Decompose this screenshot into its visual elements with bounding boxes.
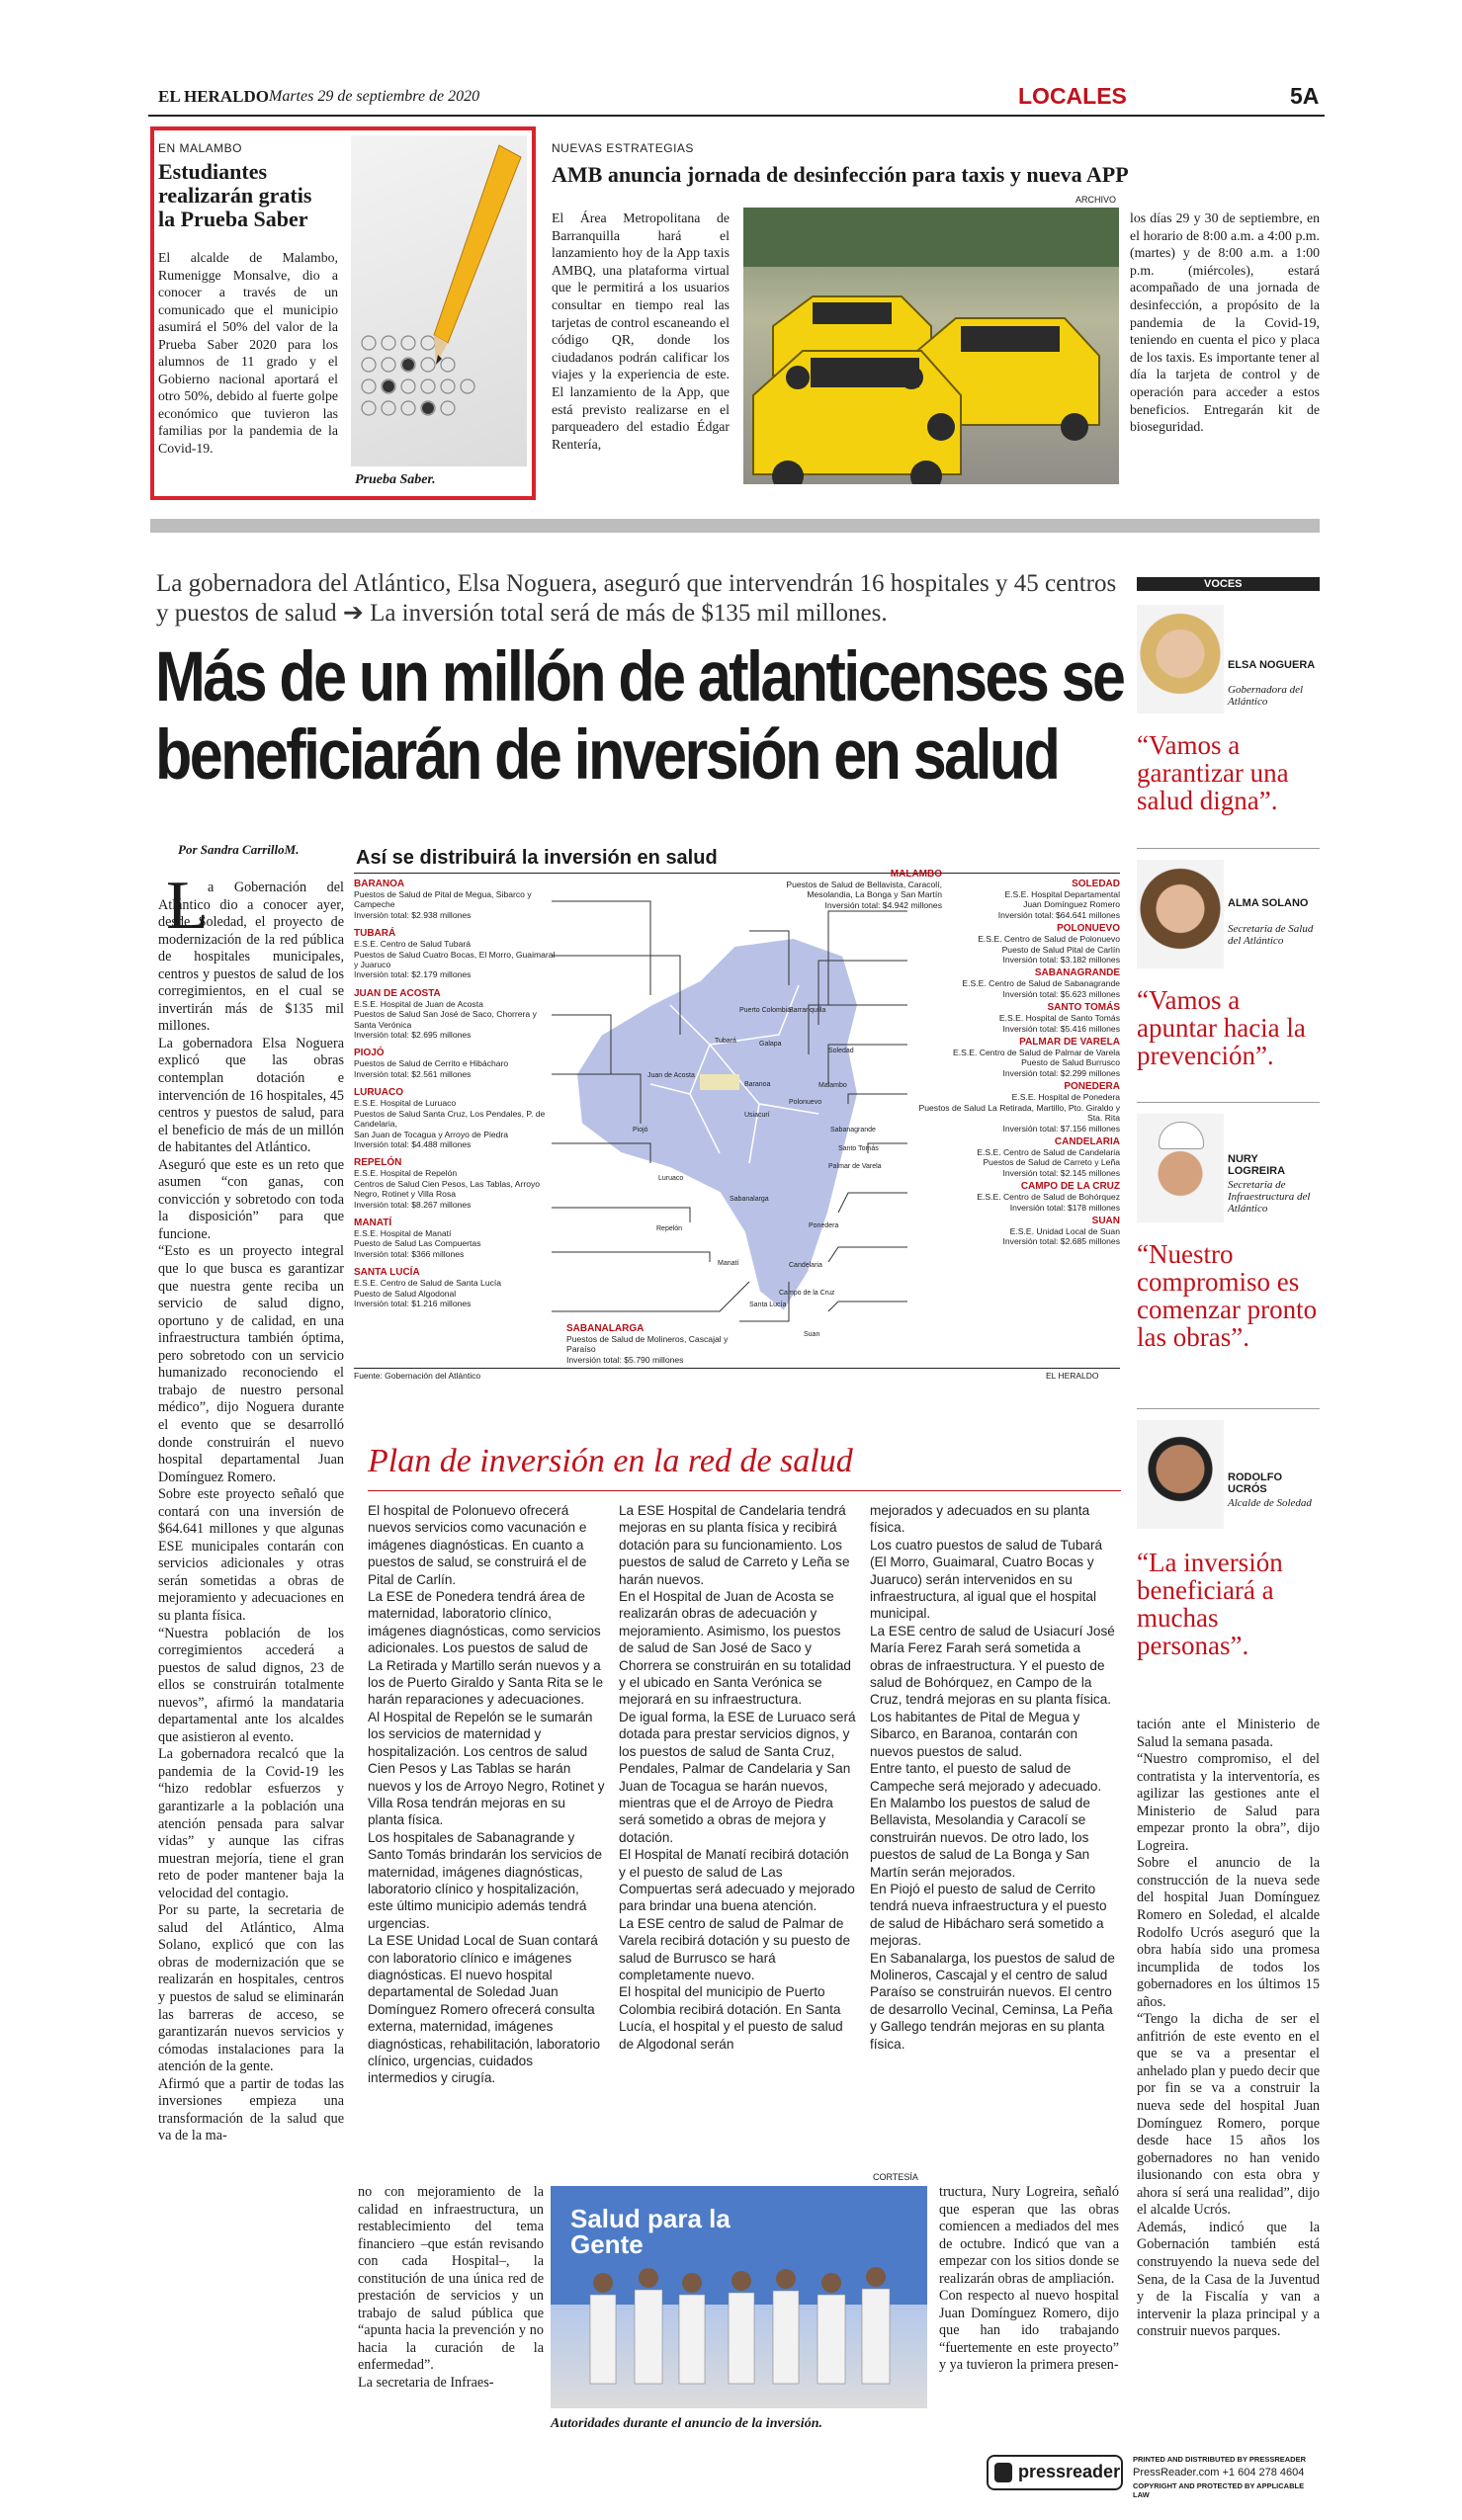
plan-title-rule — [368, 1490, 1121, 1491]
town-detail: E.S.E. Hospital de Repelón Centros de Salud Cien Pesos, Las Tablas, Arroyo Negro, Rotinet y Villa Rosa Inversión total: $8.267 millones — [354, 1168, 541, 1210]
map-town: Repelón — [656, 1225, 683, 1232]
voz-name: NURY LOGREIRA — [1228, 1153, 1286, 1177]
map-town: Polonuevo — [789, 1099, 822, 1106]
map-bottom-rule — [354, 1368, 1120, 1369]
amb-title: AMB anuncia jornada de desinfección para taxis y nueva APP — [552, 162, 1129, 187]
voz-name: RODOLFO UCRÓS — [1228, 1471, 1282, 1495]
voz-role: Secretaria de Infraestructura del Atlántico — [1228, 1179, 1311, 1215]
town-name: SUAN — [1091, 1215, 1120, 1226]
event-banner-text: Salud para la Gente — [570, 2204, 731, 2259]
main-deck: La gobernadora del Atlántico, Elsa Noguera, aseguró que intervendrán 16 hospitales y 45 centros y puestos de salud ➔ La inversión total será de más de $135 mil millones. — [156, 570, 1117, 627]
town-detail: E.S.E. Hospital de Ponedera Puestos de Salud La Retirada, Martillo, Pto. Giraldo y Sta. Rita Inversión total: $7.156 millones — [918, 1092, 1120, 1134]
town-name: SABANAGRANDE — [1034, 967, 1120, 979]
plan-col2: La ESE Hospital de Candelaria tendrá mejoras en su planta física y recibirá dotación para su funcionamiento. Los puestos de salud de Carreto y Leña se harán nuevos. En el Hospital de Juan de Acosta se realizarán obras de adecuación y mejoramiento. Asimismo, los puestos de salud de San José de Saco y Chorrera se construirán en su totalidad y el ubicado en Santa Verónica se mejorará en su infraestructura. De igual forma, la ESE de Luruaco será dotada para prestar servicios dignos, y los puestos de salud de Santa Cruz, Pendales, Palmar de Candelaria y San Juan de Tocagua se harán nuevos, mientras que el de Arroyo de Piedra será sometido a obras de mejora y dotación. El Hospital de Manatí recibirá dotación y el puesto de salud de Las Compuertas será adecuado y mejorado para brindar una buena atención. La ESE centro de salud de Palmar de Varela recibirá dotación y su puesto de salud de Burrusco se hará completamente nuevo. El hospital del municipio de Puerto Colombia recibirá dotación. En Santa Lucía, el hospital y el puesto de salud de Algodonal serán — [619, 1503, 856, 2052]
town-detail: Puestos de Salud de Pital de Megua, Sibarco y Campeche Inversión total: $2.938 millones — [354, 889, 532, 920]
brief-photo — [351, 135, 527, 466]
map-town: Malambo — [818, 1082, 847, 1089]
voz-quote: “Nuestro compromiso es comenzar pronto las obras”. — [1137, 1239, 1318, 1352]
map-town: Manatí — [718, 1260, 739, 1267]
plan-col3: mejorados y adecuados en su planta física. Los cuatro puestos de salud de Tubará (El Morro, Guaimaral, Cuatro Bocas y Juaruco) serán intervenidos en su infraestructura, al igual que el hospital municipal. La ESE centro de salud de Usiacurí José María Ferez Farah será sometida a obras de infraestructura. Y el puesto de salud de Bohórquez, en Campo de la Cruz, tendrá mejoras en su planta física. Los habitantes de Pital de Megua y Sibarco, en Baranoa, contarán con nuevos puestos de salud. Entre tanto, el puesto de salud de Campeche será mejorado y adecuado. En Malambo los puestos de salud de Bellavista, Mesolandia y Caracolí se construirán nuevos. De otro lado, los puestos de salud de La Bonga y San Martín serán mejorados. En Piojó el puesto de salud de Cerrito tendrá nueva infraestructura y el puesto de salud de Hibácharo será sometido a mejoras. En Sabanalarga, los puestos de salud de Molineros, Cascajal y el centro de salud Paraíso se construirán nuevos. El centro de desarrollo Vecinal, Ceminsa, La Peña y Gallego tendrán mejoras en su planta física. — [870, 1503, 1115, 2052]
hardhat-icon — [1159, 1122, 1204, 1149]
town-detail: E.S.E. Hospital de Luruaco Puestos de Salud Santa Cruz, Los Pendales, P. de Candelaria, San Juan de Tocagua y Arroyo de Piedra Inversión total: $4.488 millones — [354, 1098, 546, 1149]
voz-role: Gobernadora del Atlántico — [1228, 684, 1304, 708]
brief-kicker: EN MALAMBO — [158, 141, 243, 155]
town-name: CAMPO DE LA CRUZ — [1020, 1181, 1120, 1193]
town-name: SOLEDAD — [1072, 879, 1120, 889]
town-detail: E.S.E. Hospital de Manatí Puesto de Salud Las Compuertas Inversión total: $366 millones — [354, 1227, 481, 1259]
town-name: JUAN DE ACOSTA — [354, 987, 441, 999]
map-credit: EL HERALDO — [1046, 1371, 1099, 1381]
town-detail: Puestos de Salud de Molineros, Cascajal y Paraíso Inversión total: $5.790 millones — [566, 1334, 729, 1365]
map-town: Juan de Acosta — [647, 1072, 695, 1079]
section-name: LOCALES — [1018, 83, 1127, 109]
event-photo — [551, 2186, 927, 2408]
pressreader-badge — [987, 2451, 1320, 2499]
plan-title: Plan de inversión en la red de salud — [368, 1443, 853, 1479]
pressreader-brand: pressreader — [1018, 2462, 1121, 2481]
town-detail: E.S.E. Centro de Salud Tubará Puestos de Salud Cuatro Bocas, El Morro, Guaimaral y Juaruco Inversión total: $2.179 millones — [354, 939, 556, 980]
event-photo-credit: CORTESÍA — [873, 2172, 918, 2182]
taxi-photo — [743, 208, 1119, 484]
map-town: Tubará — [715, 1038, 736, 1045]
voz-item — [1137, 1420, 1320, 1677]
town-name: POLONUEVO — [1057, 923, 1120, 935]
voz-item — [1137, 860, 1320, 1077]
town-name: LURUACO — [354, 1087, 403, 1099]
town-name: PONEDERA — [1064, 1081, 1120, 1093]
voz-quote: “La inversión beneficiará a muchas personas”. — [1137, 1548, 1283, 1660]
map-town: Campo de la Cruz — [779, 1290, 835, 1297]
voz-item — [1137, 1114, 1320, 1390]
amb-photo-credit: ARCHIVO — [1075, 195, 1117, 205]
town-detail: Puestos de Salud de Cerrito e Hibácharo Inversión total: $2.561 millones — [354, 1058, 509, 1079]
town-detail: E.S.E. Centro de Salud de Candelaria Puestos de Salud de Carreto y Leña Inversión total: $2.145 millones — [977, 1146, 1120, 1178]
brief-caption: Prueba Saber. — [355, 472, 436, 487]
amb-kicker: NUEVAS ESTRATEGIAS — [552, 141, 694, 155]
dropcap: L — [166, 868, 209, 944]
map-town-names — [354, 847, 1120, 1386]
map-town: Santo Tomás — [838, 1145, 879, 1152]
amb-body-col1: El Área Metropolitana de Barranquilla hará el lanzamiento hoy de la App taxis AMBQ, una plataforma virtual que le permitirá a los usuarios consultar en tiempo real las tarjetas de control escaneando el código QR, donde los ciudadanos podrán calificar los viajes y la experiencia de este. El lanzamiento de la App, que está previsto realizarse en el parqueadero del estadio Édgar Rentería, — [552, 210, 730, 452]
voz-role: Secretaria de Salud del Atlántico — [1228, 923, 1314, 947]
avatar — [1137, 1114, 1224, 1222]
town-name: SANTO TOMÁS — [1047, 1002, 1120, 1014]
map-town: Piojó — [633, 1127, 648, 1134]
voz-quote: “Vamos a apuntar hacia la prevención”. — [1137, 985, 1306, 1070]
header-rule — [148, 115, 1325, 117]
map-town: Suan — [804, 1331, 820, 1338]
voz-name: ELSA NOGUERA — [1228, 659, 1316, 671]
town-name: MALAMBO — [890, 869, 942, 880]
town-detail: E.S.E. Unidad Local de Suan Inversión total: $2.685 millones — [1002, 1225, 1120, 1247]
map-title: Así se distribuirá la inversión en salud — [356, 847, 718, 869]
event-photo-caption: Autoridades durante el anuncio de la inversión. — [551, 2416, 822, 2431]
brief-title: Estudiantes realizarán gratis la Prueba Saber — [158, 159, 312, 231]
brief-body: El alcalde de Malambo, Rumenigge Monsalve, dio a conocer a través de un comunicado que el municipio asumirá el 50% del valor de la Prueba Saber 2020 para los alumnos de 11 grado y el Gobierno nacional aportará el otro 50%, debido al fuerte golpe económico que tuvieron las familias por la pandemia de la Covid-19. — [158, 250, 338, 456]
town-name: BARANOA — [354, 879, 405, 889]
town-detail: E.S.E. Centro de Salud de Polonuevo Puesto de Salud Pital de Carlín Inversión total: $3.182 millones — [978, 934, 1120, 966]
map-town: Palmar de Varela — [828, 1163, 882, 1170]
town-detail: E.S.E. Hospital de Santo Tomás Inversión total: $5.416 millones — [998, 1013, 1120, 1034]
voz-role: Alcalde de Soledad — [1228, 1497, 1312, 1509]
separator-band — [150, 519, 1320, 533]
voz-item — [1137, 605, 1320, 822]
map-source: Fuente: Gobernación del Atlántico — [354, 1371, 481, 1381]
pressreader-icon — [994, 2463, 1012, 2482]
map-town: Soledad — [828, 1048, 854, 1054]
town-detail: E.S.E. Centro de Salud de Palmar de Varela Puesto de Salud Burrusco Inversión total: $2.299 millones — [953, 1048, 1120, 1078]
map-town: Sabanagrande — [830, 1127, 876, 1134]
map-town: Puerto Colombia — [739, 1007, 792, 1014]
town-name: TUBARÁ — [354, 928, 396, 940]
town-detail: E.S.E. Centro de Salud de Sabanagrande Inversión total: $5.623 millones — [962, 978, 1120, 999]
town-name: MANATÍ — [354, 1217, 392, 1228]
map-town: Galapa — [759, 1041, 782, 1048]
town-name: REPELÓN — [354, 1157, 402, 1169]
town-name: SANTA LUCÍA — [354, 1267, 420, 1279]
town-detail: E.S.E. Hospital de Juan de Acosta Puestos de Salud San José de Saco, Chorrera y Santa Verónica Inversión total: $2.695 millones — [354, 998, 537, 1041]
town-detail: Puestos de Salud de Bellavista, Caracolí, Mesolandia, La Bonga y San Martín Inversión total: $4.942 millones — [786, 880, 942, 910]
amb-body-col2: los días 29 y 30 de septiembre, en el horario de 8:00 a.m. a 4:00 p.m. (martes) y de 8:00 a.m. a 1:00 p.m. (miércoles), estará acompañado de una jornada de desinfección, a propósito de la pandemia de la Covid-19, teniendo en cuenta el pico y placa de los taxis. Es importante tener al día la tarjeta de control y de operación para acceder a estos beneficios. Entregarán kit de bioseguridad. — [1130, 210, 1320, 435]
pressreader-logo — [987, 2455, 1123, 2490]
avatar — [1137, 605, 1224, 714]
map-town: Candelaria — [789, 1262, 822, 1269]
map-town: Barranquilla — [789, 1007, 826, 1014]
pressreader-url: PressReader.com +1 604 278 4604 — [1133, 2467, 1305, 2478]
main-body-col5b: tación ante el Ministerio de Salud la semana pasada. “Nuestro compromiso, el del contratista y la interventoría, es agilizar las gestiones ante el Ministerio de Salud para empezar pronto la obra”, dijo Logreira. Sobre el anuncio de la construcción de la nueva sede del hospital Juan Domínguez Romero en Soledad, el alcalde Rodolfo Ucrós aseguró que la obra había sido una promesa incumplida de todos los gobernadores en los últimos 15 años. “Tengo la dicha de ser el anfitrión de este evento en el que se va a presentar el anhelado plan y puedo decir que por fin se va a construir la nueva sede del hospital Juan Domínguez Romero, porque desde hace 15 años los gobernadores no han venido ilusionando con esta obra y ahora sí será una realidad”, dijo el alcalde Ucrós. Además, indicó que la Gobernación también está construyendo la nueva sede del Sena, de la Casa de la Juventud y de la Fiscalía y van a intervenir la plaza principal y a construir nuevos parques. — [1137, 1717, 1320, 2340]
map-town: Sabanalarga — [730, 1196, 769, 1203]
map-infographic — [354, 847, 1120, 1386]
main-body-col4b: tructura, Nury Logreira, señaló que esperan que las obras comiencen a mediados del mes de octubre. Indicó que van a empezar con los sitios donde se realizarán obras de ampliación. Con respecto al nuevo hospital Juan Domínguez Romero, dijo que han ido trabajando “fuertemente en este proyecto” y ya tuvieron la primera presen- — [939, 2184, 1119, 2374]
main-headline: Más de un millón de atlanticenses se beneficiarán de inversión en salud — [155, 638, 1124, 795]
paper-name: EL HERALDO — [158, 87, 269, 106]
taxis-illustration — [743, 208, 1119, 484]
avatar — [1137, 860, 1224, 968]
voz-quote: “Vamos a garantizar una salud digna”. — [1137, 730, 1289, 815]
pressreader-printed: PRINTED AND DISTRIBUTED BY PRESSREADER — [1133, 2455, 1307, 2464]
town-detail: E.S.E. Centro de Salud de Bohórquez Inversión total: $178 millones — [977, 1192, 1120, 1213]
voz-divider — [1137, 1408, 1320, 1409]
page-header — [158, 83, 1320, 111]
pressreader-copyright: COPYRIGHT AND PROTECTED BY APPLICABLE LAW — [1133, 2481, 1305, 2499]
plan-col1: El hospital de Polonuevo ofrecerá nuevos servicios como vacunación e imágenes diagnósticas. En cuanto a puestos de salud, se construirá el de Pital de Carlín. La ESE de Ponedera tendrá área de maternidad, laboratorio clínico, imágenes diagnósticas, como servicios adicionales. Los puestos de salud de La Retirada y Martillo serán nuevos y a los de Puerto Giraldo y Santa Rita se le harán reparaciones y adecuaciones. Al Hospital de Repelón se le sumarán los servicios de maternidad y hospitalización. Los centros de salud Cien Pesos y Las Tablas se harán nuevos y los de Arroyo Negro, Rotinet y Villa Rosa tendrán mejoras en su planta física. Los hospitales de Sabanagrande y Santo Tomás brindarán los servicios de maternidad, imágenes diagnósticas, laboratorio clínico y hospitalización, este último municipio además tendrá urgencias. La ESE Unidad Local de Suan contará con laboratorio clínico e imágenes diagnósticas. El nuevo hospital departamental de Soledad Juan Domínguez Romero ofrecerá consulta externa, maternidad, imágenes diagnósticas, rehabilitación, laboratorio clínico, urgencias, cuidados intermedios y cirugía. — [368, 1503, 605, 2086]
town-name: PALMAR DE VARELA — [1019, 1037, 1120, 1049]
map-town: Usiacurí — [744, 1112, 770, 1119]
map-town: Baranoa — [744, 1081, 771, 1088]
voz-divider — [1137, 848, 1320, 849]
map-town: Luruaco — [658, 1175, 684, 1182]
town-detail: E.S.E. Hospital Departamental Juan Domínguez Romero Inversión total: $64.641 millones — [997, 889, 1120, 920]
voz-divider — [1137, 1102, 1320, 1103]
main-body-col1: a Gobernación del Atlántico dio a conocer ayer, desde Soledad, el proyecto de modernización de la red pública de hospitales municipales, centros y puestos de salud de los corregimientos, en el cual se invertirán más de $135 mil millones. La gobernadora Elsa Noguera explicó que las obras contemplan dotación e intervención de 16 hospitales, 45 centros y puestos de salud, para el beneficio de más de un millón de habitantes del Atlántico. Aseguró que este es un reto que asumen “con ganas, con convicción y sobretodo con toda la disposición” para que funcione. “Esto es un proyecto integral que lo que busca es garantizar que nuestra gente reciba un servicio de salud digno, oportuno y de calidad, en una infraestructura también óptima, pero sobretodo con un servicio humanizado reconociendo el trabajo de nuestro personal médico”, dijo Noguera durante el evento que se desarrolló donde construirán el nuevo hospital departamental Juan Domínguez Romero. Sobre este proyecto señaló que contará con una inversión de $64.641 millones y que algunas ESE municipales contarán con servicios adicionales y otras serán sometidas a obras de mejoramiento y adecuaciones en su planta física. “Nuestra población de los corregimientos accederá a puestos de salud dignos, 23 de ellos se construirán totalmente nuevos”, afirmó la mandataria departamental ante los alcaldes que asistieron al evento. La gobernadora recalcó que la pandemia de la Covid-19 les “hizo redoblar esfuerzos y garantizarle a la población una atención pensada para salvar vidas” y aunque las cifras muestran mejoría, tiene el gran reto de poder mantener baja la velocidad del contagio. Por su parte, la secretaria de salud del Atlántico, Alma Solano, explicó que con las obras de modernización que se realizarán en hospitales, centros y puestos de salud se eliminarán las barreras de acceso, se garantizarán nuevos servicios y cómodas instalaciones para la atención de la gente. Afirmó que a partir de todas las inversiones empieza una transformación de la salud que va de la ma- — [158, 880, 344, 2144]
byline: Por Sandra CarrilloM. — [178, 842, 300, 857]
voz-name: ALMA SOLANO — [1228, 897, 1309, 909]
town-detail: E.S.E. Centro de Salud de Santa Lucía Puesto de Salud Algodonal Inversión total: $1.216 millones — [354, 1278, 502, 1308]
town-name: PIOJÓ — [354, 1048, 385, 1059]
exam-pencil-illustration — [351, 135, 527, 466]
map-town: Ponedera — [809, 1222, 839, 1229]
town-name: SABANALARGA — [566, 1323, 645, 1334]
avatar — [1137, 1420, 1224, 1529]
town-name: CANDELARIA — [1054, 1135, 1120, 1147]
voces-label: VOCES — [1204, 578, 1243, 590]
page-number: 5A — [1290, 83, 1320, 109]
main-body-col2b: no con mejoramiento de la calidad en infraestructura, un restablecimiento del tema financiero –que están revisando con cada Hospital–, la constitución de una única red de prestación de servicios y un trabajo de salud pública que “apunta hacia la prevención y no hacia la curación de la enfermedad”. La secretaria de Infraes- — [358, 2184, 544, 2392]
issue-date: Martes 29 de septiembre de 2020 — [269, 88, 480, 105]
map-town: Santa Lucía — [749, 1302, 787, 1308]
